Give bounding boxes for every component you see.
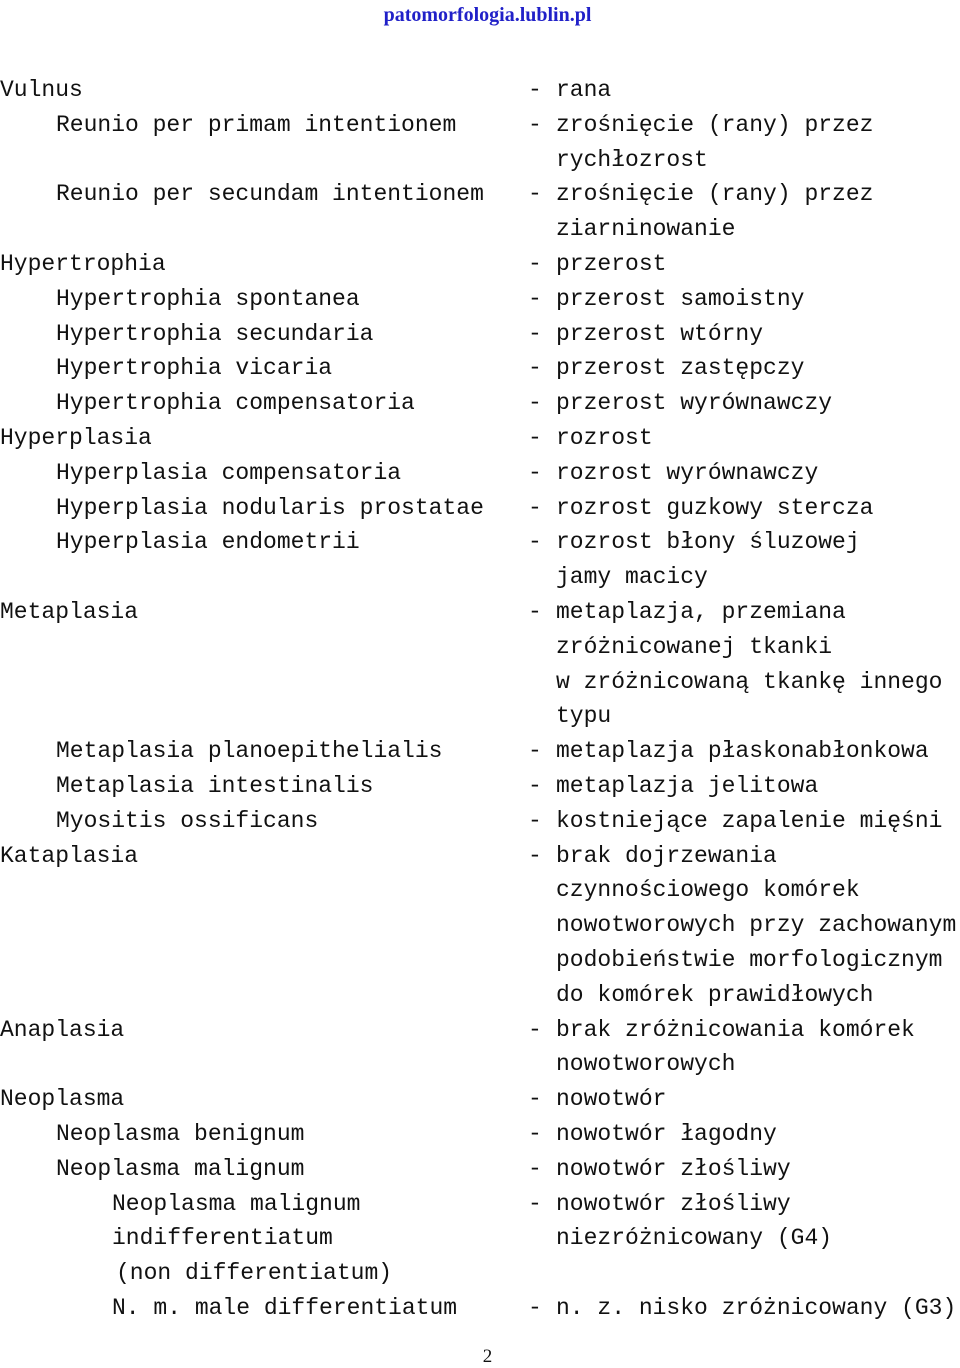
latin-term: indifferentiatum [112,1225,333,1252]
glossary-row [0,317,960,352]
polish-translation: do komórek prawidłowych [556,981,874,1008]
separator-dash: - [528,1190,542,1217]
glossary-row [0,699,960,734]
latin-term: Metaplasia intestinalis [56,772,374,799]
polish-translation: brak dojrzewania [556,842,777,869]
separator-dash: - [528,1086,542,1113]
separator-dash: - [528,181,542,208]
separator-dash: - [528,807,542,834]
glossary-row [0,386,960,421]
glossary-row [0,804,960,839]
separator-dash: - [528,842,542,869]
polish-translation: metaplazja jelitowa [556,772,819,799]
separator-dash: - [528,111,542,138]
polish-translation: zrośnięcie (rany) przez [556,111,874,138]
separator-dash: - [528,285,542,312]
polish-translation: niezróżnicowany (G4) [556,1225,833,1252]
polish-translation: rozrost [556,424,653,451]
polish-translation: rychłozrost [556,146,708,173]
glossary-row [0,491,960,526]
glossary-row [0,665,960,700]
separator-dash: - [528,738,542,765]
separator-dash: - [528,320,542,347]
glossary-row [0,1256,960,1291]
glossary-row [0,212,960,247]
latin-term: Metaplasia planoepithelialis [56,738,443,765]
polish-translation: nowotworowych [556,1051,736,1078]
polish-translation: metaplazja, przemiana [556,598,846,625]
glossary-row [0,630,960,665]
latin-term: Hypertrophia vicaria [56,355,333,382]
polish-translation: rozrost guzkowy stercza [556,494,874,521]
polish-translation: przerost [556,250,667,277]
polish-translation: nowotworowych przy zachowanym [556,912,957,939]
latin-term: Hyperplasia endometrii [56,529,360,556]
glossary-row [0,978,960,1013]
polish-translation: zróżnicowanej tkanki [556,633,833,660]
polish-translation: przerost wtórny [556,320,764,347]
latin-term: Hypertrophia [0,250,166,277]
latin-term: Myositis ossificans [56,807,319,834]
polish-translation: przerost wyrównawczy [556,390,833,417]
polish-translation: metaplazja płaskonabłonkowa [556,738,929,765]
glossary-row [0,351,960,386]
separator-dash: - [528,772,542,799]
separator-dash: - [528,1016,542,1043]
latin-term: Hyperplasia compensatoria [56,459,402,486]
latin-term: Hyperplasia nodularis prostatae [56,494,484,521]
glossary-row [0,734,960,769]
site-header-link[interactable]: patomorfologia.lublin.pl [383,4,592,26]
separator-dash: - [528,77,542,103]
separator-dash: - [528,1155,542,1182]
separator-dash: - [528,355,542,382]
glossary-row [0,839,960,874]
separator-dash: - [528,598,542,625]
separator-dash: - [528,250,542,277]
polish-translation: czynnościowego komórek [556,877,860,904]
glossary-row [0,943,960,978]
glossary-row [0,525,960,560]
polish-translation: typu [556,703,612,730]
glossary-row [0,1221,960,1256]
page-number: 2 [482,1346,493,1367]
latin-term: Neoplasma malignum [56,1155,305,1182]
latin-term: Hypertrophia compensatoria [56,390,415,417]
latin-term: Hypertrophia spontanea [56,285,360,312]
glossary-row [0,282,960,317]
polish-translation: nowotwór złośliwy [556,1155,791,1182]
glossary-row [0,1291,960,1326]
latin-term: (non differentiatum) [116,1260,393,1287]
separator-dash: - [528,494,542,521]
glossary-row [0,1187,960,1222]
polish-translation: rozrost błony śluzowej [556,529,860,556]
latin-term: N. m. male differentiatum [112,1294,458,1321]
glossary-row [0,108,960,143]
separator-dash: - [528,424,542,451]
polish-translation: przerost zastępczy [556,355,805,382]
polish-translation: kostniejące zapalenie mięśni [556,807,943,834]
glossary-row [0,908,960,943]
separator-dash: - [528,390,542,417]
polish-translation: jamy macicy [556,564,708,591]
glossary-row [0,73,960,108]
polish-translation: rana [556,77,612,103]
separator-dash: - [528,1294,542,1321]
polish-translation: podobieństwie morfologicznym [556,946,943,973]
glossary-row [0,143,960,178]
latin-term: Kataplasia [0,842,139,869]
polish-translation: n. z. nisko zróżnicowany (G3) [556,1294,957,1321]
glossary-row [0,247,960,282]
glossary-row [0,1152,960,1187]
polish-translation: nowotwór złośliwy [556,1190,791,1217]
glossary-row [0,769,960,804]
glossary-row [0,456,960,491]
latin-term: Reunio per secundam intentionem [56,181,484,208]
polish-translation: w zróżnicowaną tkankę innego [556,668,943,695]
polish-translation: nowotwór łagodny [556,1120,777,1147]
polish-translation: ziarninowanie [556,216,736,243]
glossary-row [0,1047,960,1082]
glossary-row [0,873,960,908]
glossary-row [0,1013,960,1048]
latin-term: Neoplasma malignum [112,1190,361,1217]
glossary-list [0,73,960,1326]
polish-translation: brak zróżnicowania komórek [556,1016,915,1043]
latin-term: Reunio per primam intentionem [56,111,457,138]
polish-translation: nowotwór [556,1086,667,1113]
glossary-row [0,560,960,595]
glossary-row [0,595,960,630]
glossary-row [0,177,960,212]
polish-translation: zrośnięcie (rany) przez [556,181,874,208]
polish-translation: przerost samoistny [556,285,805,312]
glossary-row [0,1117,960,1152]
separator-dash: - [528,459,542,486]
separator-dash: - [528,1120,542,1147]
polish-translation: rozrost wyrównawczy [556,459,819,486]
latin-term: Neoplasma benignum [56,1120,305,1147]
glossary-row [0,1082,960,1117]
latin-term: Metaplasia [0,598,139,625]
latin-term: Hypertrophia secundaria [56,320,374,347]
latin-term: Vulnus [0,77,83,103]
glossary-row [0,421,960,456]
latin-term: Anaplasia [0,1016,125,1043]
latin-term: Hyperplasia [0,424,152,451]
latin-term: Neoplasma [0,1086,125,1113]
separator-dash: - [528,529,542,556]
